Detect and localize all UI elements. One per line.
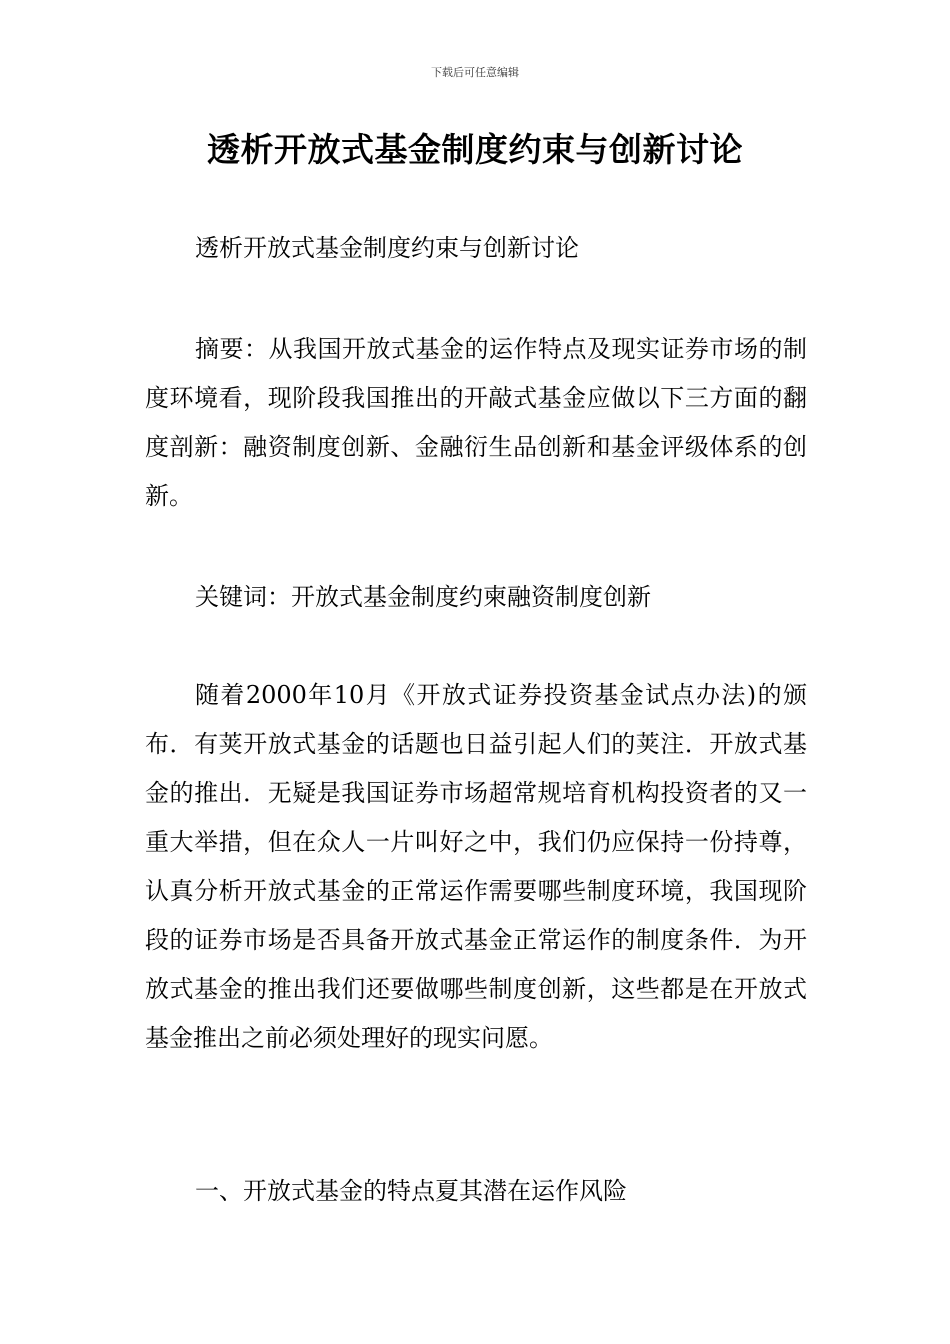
document-title: 透析开放式基金制度约束与创新讨论	[207, 130, 743, 169]
header-note: 下载后可任意编辑	[431, 66, 519, 79]
abstract-paragraph: 摘要：从我国开放式基金的运作特点及现实证券市场的制度环境看，现阶段我国推出的开敲式基金应做以下三方面的翻度剖新：融资制度创新、金融衍生品创新和基金评级体系的创新。	[145, 335, 807, 510]
intro-paragraph: 随着2000年10月《开放式证券投资基金试点办法)的颁布．有荚开放式基金的话题也日益引起人们的荚注．开放式基金的推出．无疑是我国证券市场超常规培育机构投资者的又一重大举措，但在众人一片叫好之中，我们仍应保持一份持尊，认真分析开放式基金的正常运作需要哪些制度环境，我国现阶段的证券市场是否具备开放式基金正常运作的制度条件．为开放式基金的推出我们还要做哪些制度创新，这些都是在开放式基金推出之前必须处理好的现实问愿。	[145, 681, 807, 1052]
keywords-paragraph: 关键词：开放式基金制度约柬融资制度创新	[195, 583, 651, 611]
subtitle-paragraph: 透析开放式基金制度约束与创新讨论	[195, 234, 579, 262]
section-heading: 一、开放式基金的特点夏其潜在运作风险	[195, 1177, 627, 1205]
